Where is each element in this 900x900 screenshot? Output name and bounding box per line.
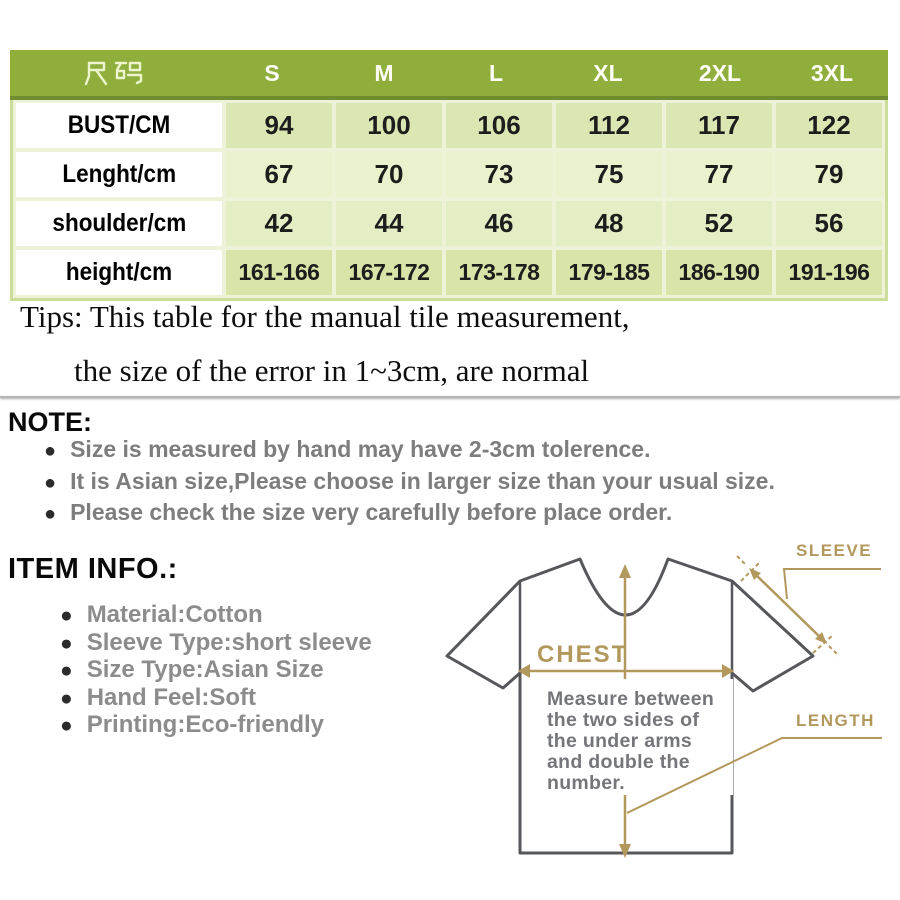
bullet-dot-icon: ● xyxy=(44,471,57,494)
table-cell: 67 xyxy=(226,152,332,197)
row-label-height: height/cm xyxy=(16,250,222,295)
hanzi-size-label-icon xyxy=(82,58,144,88)
tips-line-2: the size of the error in 1~3cm, are normal xyxy=(74,353,590,388)
svg-text:number.: number. xyxy=(547,772,625,794)
chest-label: CHEST xyxy=(537,641,629,668)
table-cell: 52 xyxy=(666,201,772,246)
svg-text:the two sides of: the two sides of xyxy=(547,709,700,731)
header-cell-l: L xyxy=(488,59,504,86)
size-chart-table xyxy=(10,50,888,301)
sleeve-label: SLEEVE xyxy=(796,541,873,560)
list-item: ● Please check the size very carefully before place order. xyxy=(44,499,673,525)
table-cell: 106 xyxy=(446,103,552,148)
table-cell: 173-178 xyxy=(446,250,552,295)
header-cell-m: M xyxy=(374,59,394,86)
list-item: ● It is Asian size,Please choose in larger size than your usual size. xyxy=(44,467,775,494)
header-cell-xl: XL xyxy=(593,59,623,86)
table-cell: 100 xyxy=(336,103,442,148)
table-cell: 56 xyxy=(776,201,882,246)
list-item: ● Printing:Eco-friendly xyxy=(60,711,325,738)
table-cell: 44 xyxy=(336,201,442,246)
list-item: ● Size is measured by hand may have 2-3cm tolerence. xyxy=(44,436,651,462)
table-cell: 179-185 xyxy=(556,250,662,295)
table-cell: 94 xyxy=(226,103,332,148)
length-label: LENGTH xyxy=(796,711,875,730)
table-cell: 42 xyxy=(226,201,332,246)
table-cell: 117 xyxy=(666,103,772,148)
table-cell: 112 xyxy=(556,103,662,148)
table-cell: 46 xyxy=(446,201,552,246)
bullet-dot-icon: ● xyxy=(44,440,57,462)
tips-line-1: Tips: This table for the manual tile measurement, xyxy=(20,299,630,334)
table-cell: 186-190 xyxy=(666,250,772,295)
list-item: ● Hand Feel:Soft xyxy=(60,683,257,711)
row-label-shoulder: shoulder/cm xyxy=(16,201,222,246)
table-cell: 48 xyxy=(556,201,662,246)
svg-text:Measure between: Measure between xyxy=(547,688,715,710)
svg-text:the under arms: the under arms xyxy=(547,730,693,752)
row-label-bust: BUST/CM xyxy=(16,103,222,148)
row-label-length: Lenght/cm xyxy=(16,152,222,197)
section-divider xyxy=(0,396,900,398)
table-cell: 161-166 xyxy=(226,250,332,295)
header-cell-2xl: 2XL xyxy=(698,59,742,86)
bullet-dot-icon: ● xyxy=(44,503,57,525)
table-cell: 73 xyxy=(446,152,552,197)
note-list xyxy=(44,436,775,531)
item-info-list xyxy=(60,601,372,739)
note-heading: NOTE: xyxy=(8,407,92,437)
table-cell: 70 xyxy=(336,152,442,197)
item-info-heading: ITEM INFO.: xyxy=(8,553,178,585)
table-cell: 191-196 xyxy=(776,250,882,295)
header-cell-3xl: 3XL xyxy=(810,59,854,86)
bullet-dot-icon: ● xyxy=(60,714,73,737)
svg-text:and double the: and double the xyxy=(547,751,690,773)
table-cell: 75 xyxy=(556,152,662,197)
header-cell-s: S xyxy=(264,59,280,86)
table-cell: 77 xyxy=(666,152,772,197)
list-item: ● Material:Cotton xyxy=(60,601,263,628)
bullet-dot-icon: ● xyxy=(60,604,73,627)
size-chart-header-row xyxy=(10,50,888,100)
header-cell-size xyxy=(10,58,216,88)
table-cell: 167-172 xyxy=(336,250,442,295)
table-cell: 122 xyxy=(776,103,882,148)
tshirt-measurement-diagram xyxy=(435,523,900,870)
bullet-dot-icon: ● xyxy=(60,631,73,655)
bullet-dot-icon: ● xyxy=(60,686,73,710)
list-item: ● Size Type:Asian Size xyxy=(60,656,324,683)
list-item: ● Sleeve Type:short sleeve xyxy=(60,628,372,656)
size-chart-body xyxy=(10,100,888,301)
bullet-dot-icon: ● xyxy=(60,659,73,682)
table-cell: 79 xyxy=(776,152,882,197)
